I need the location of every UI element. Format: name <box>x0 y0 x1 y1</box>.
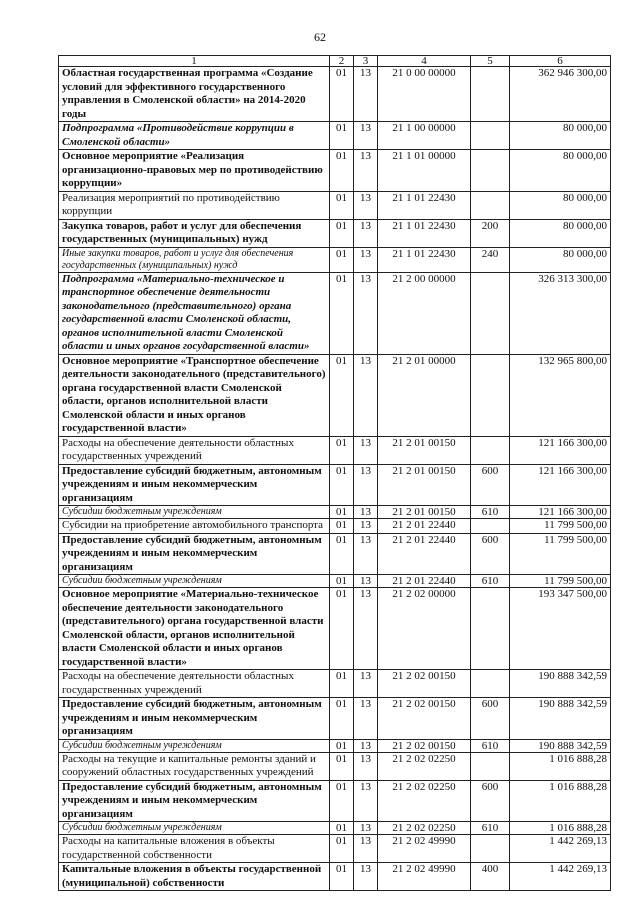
section-code-cell: 01 <box>330 354 354 436</box>
table-row <box>59 506 611 519</box>
amount-cell: 11 799 500,00 <box>510 575 611 588</box>
target-article-cell: 21 2 02 02250 <box>378 822 471 835</box>
target-article-cell: 21 2 01 00000 <box>378 354 471 436</box>
table-row <box>59 780 611 822</box>
row-name-cell: Расходы на обеспечение деятельности областных государственных учреждений <box>59 436 330 464</box>
expense-type-cell <box>471 835 510 863</box>
amount-cell: 11 799 500,00 <box>510 533 611 575</box>
target-article-cell: 21 0 00 00000 <box>378 67 471 122</box>
expense-type-cell: 600 <box>471 780 510 822</box>
target-article-cell: 21 1 01 22430 <box>378 247 471 272</box>
row-name-cell: Основное мероприятие «Материально-техническое обеспечение деятельности законодательного (представительного) органа государственной власти Смоленской области, органов исполнительной власти Смоленской области и иных органов государственной власти» <box>59 588 330 670</box>
expense-type-cell: 610 <box>471 506 510 519</box>
target-article-cell: 21 2 02 00000 <box>378 588 471 670</box>
amount-cell: 193 347 500,00 <box>510 588 611 670</box>
section-code-cell: 01 <box>330 219 354 247</box>
table-row <box>59 464 611 506</box>
section-code-cell: 01 <box>330 739 354 752</box>
row-name-cell: Предоставление субсидий бюджетным, автономным учреждениям и иным некоммерческим организациям <box>59 533 330 575</box>
table-row <box>59 739 611 752</box>
subsection-code-cell: 13 <box>354 575 378 588</box>
amount-cell: 1 442 269,13 <box>510 835 611 863</box>
section-code-cell: 01 <box>330 191 354 219</box>
row-name-cell: Реализация мероприятий по противодействию коррупции <box>59 191 330 219</box>
table-row <box>59 533 611 575</box>
target-article-cell: 21 2 01 22440 <box>378 575 471 588</box>
section-code-cell: 01 <box>330 780 354 822</box>
subsection-code-cell: 13 <box>354 247 378 272</box>
section-code-cell: 01 <box>330 698 354 740</box>
target-article-cell: 21 2 00 00000 <box>378 272 471 354</box>
target-article-cell: 21 2 01 00150 <box>378 464 471 506</box>
subsection-code-cell: 13 <box>354 670 378 698</box>
table-row <box>59 575 611 588</box>
target-article-cell: 21 2 02 02250 <box>378 752 471 780</box>
expense-type-cell: 610 <box>471 822 510 835</box>
section-code-cell: 01 <box>330 519 354 534</box>
section-code-cell: 01 <box>330 464 354 506</box>
table-row <box>59 752 611 780</box>
section-code-cell: 01 <box>330 670 354 698</box>
row-name-cell: Предоставление субсидий бюджетным, автономным учреждениям и иным некоммерческим организациям <box>59 698 330 740</box>
section-code-cell: 01 <box>330 122 354 150</box>
table-row <box>59 191 611 219</box>
subsection-code-cell: 13 <box>354 219 378 247</box>
amount-cell: 190 888 342,59 <box>510 739 611 752</box>
row-name-cell: Субсидии бюджетным учреждениям <box>59 575 330 588</box>
target-article-cell: 21 1 00 00000 <box>378 122 471 150</box>
table-row <box>59 354 611 436</box>
row-name-cell: Субсидии бюджетным учреждениям <box>59 506 330 519</box>
row-name-cell: Подпрограмма «Материально-техническое и транспортное обеспечение деятельности законодательного (представительного) органа государственной власти Смоленской области, органов исполнительной власти Смоленской области и иных органов государственной власти» <box>59 272 330 354</box>
subsection-code-cell: 13 <box>354 122 378 150</box>
section-code-cell: 01 <box>330 863 354 891</box>
subsection-code-cell: 13 <box>354 739 378 752</box>
row-name-cell: Субсидии на приобретение автомобильного транспорта <box>59 519 330 534</box>
subsection-code-cell: 13 <box>354 191 378 219</box>
amount-cell: 80 000,00 <box>510 191 611 219</box>
expense-type-cell <box>471 354 510 436</box>
row-name-cell: Предоставление субсидий бюджетным, автономным учреждениям и иным некоммерческим организациям <box>59 780 330 822</box>
subsection-code-cell: 13 <box>354 506 378 519</box>
expense-type-cell <box>471 670 510 698</box>
table-row <box>59 247 611 272</box>
subsection-code-cell: 13 <box>354 150 378 192</box>
amount-cell: 190 888 342,59 <box>510 698 611 740</box>
amount-cell: 362 946 300,00 <box>510 67 611 122</box>
section-code-cell: 01 <box>330 588 354 670</box>
row-name-cell: Субсидии бюджетным учреждениям <box>59 822 330 835</box>
table-row <box>59 519 611 534</box>
expense-type-cell <box>471 519 510 534</box>
target-article-cell: 21 2 02 00150 <box>378 739 471 752</box>
amount-cell: 326 313 300,00 <box>510 272 611 354</box>
table-row <box>59 219 611 247</box>
expense-type-cell: 240 <box>471 247 510 272</box>
target-article-cell: 21 2 02 49990 <box>378 863 471 891</box>
expense-type-cell <box>471 191 510 219</box>
table-row <box>59 863 611 891</box>
subsection-code-cell: 13 <box>354 698 378 740</box>
subsection-code-cell: 13 <box>354 519 378 534</box>
section-code-cell: 01 <box>330 150 354 192</box>
target-article-cell: 21 2 02 49990 <box>378 835 471 863</box>
header-col-3: 3 <box>354 56 378 67</box>
target-article-cell: 21 2 02 00150 <box>378 698 471 740</box>
subsection-code-cell: 13 <box>354 752 378 780</box>
header-col-6: 6 <box>510 56 611 67</box>
section-code-cell: 01 <box>330 506 354 519</box>
row-name-cell: Предоставление субсидий бюджетным, автономным учреждениям и иным некоммерческим организациям <box>59 464 330 506</box>
expense-type-cell <box>471 150 510 192</box>
table-row <box>59 822 611 835</box>
header-col-1: 1 <box>59 56 330 67</box>
subsection-code-cell: 13 <box>354 67 378 122</box>
amount-cell: 121 166 300,00 <box>510 436 611 464</box>
amount-cell: 121 166 300,00 <box>510 464 611 506</box>
table-row <box>59 670 611 698</box>
target-article-cell: 21 2 02 00150 <box>378 670 471 698</box>
subsection-code-cell: 13 <box>354 863 378 891</box>
row-name-cell: Основное мероприятие «Транспортное обеспечение деятельности законодательного (представительного) органа государственной власти Смоленской области, органов исполнительной власти Смоленской области и иных органов государственной власти» <box>59 354 330 436</box>
subsection-code-cell: 13 <box>354 272 378 354</box>
amount-cell: 1 442 269,13 <box>510 863 611 891</box>
expense-type-cell <box>471 436 510 464</box>
row-name-cell: Расходы на обеспечение деятельности областных государственных учреждений <box>59 670 330 698</box>
amount-cell: 1 016 888,28 <box>510 752 611 780</box>
table-row <box>59 122 611 150</box>
target-article-cell: 21 1 01 00000 <box>378 150 471 192</box>
expense-type-cell <box>471 67 510 122</box>
target-article-cell: 21 2 01 00150 <box>378 436 471 464</box>
amount-cell: 80 000,00 <box>510 122 611 150</box>
expense-type-cell <box>471 752 510 780</box>
target-article-cell: 21 2 01 22440 <box>378 533 471 575</box>
table-row <box>59 588 611 670</box>
target-article-cell: 21 2 02 02250 <box>378 780 471 822</box>
amount-cell: 121 166 300,00 <box>510 506 611 519</box>
subsection-code-cell: 13 <box>354 464 378 506</box>
section-code-cell: 01 <box>330 436 354 464</box>
subsection-code-cell: 13 <box>354 822 378 835</box>
subsection-code-cell: 13 <box>354 780 378 822</box>
subsection-code-cell: 13 <box>354 354 378 436</box>
subsection-code-cell: 13 <box>354 436 378 464</box>
row-name-cell: Областная государственная программа «Создание условий для эффективного государственного управления в Смоленской области» на 2014-2020 годы <box>59 67 330 122</box>
target-article-cell: 21 2 01 22440 <box>378 519 471 534</box>
target-article-cell: 21 2 01 00150 <box>378 506 471 519</box>
section-code-cell: 01 <box>330 575 354 588</box>
row-name-cell: Закупка товаров, работ и услуг для обеспечения государственных (муниципальных) нужд <box>59 219 330 247</box>
table-row <box>59 698 611 740</box>
section-code-cell: 01 <box>330 835 354 863</box>
expense-type-cell: 600 <box>471 533 510 575</box>
amount-cell: 1 016 888,28 <box>510 822 611 835</box>
subsection-code-cell: 13 <box>354 588 378 670</box>
amount-cell: 1 016 888,28 <box>510 780 611 822</box>
subsection-code-cell: 13 <box>354 835 378 863</box>
amount-cell: 11 799 500,00 <box>510 519 611 534</box>
target-article-cell: 21 1 01 22430 <box>378 219 471 247</box>
header-col-2: 2 <box>330 56 354 67</box>
table-row <box>59 835 611 863</box>
section-code-cell: 01 <box>330 752 354 780</box>
expense-type-cell: 610 <box>471 575 510 588</box>
amount-cell: 132 965 800,00 <box>510 354 611 436</box>
row-name-cell: Капитальные вложения в объекты государственной (муниципальной) собственности <box>59 863 330 891</box>
table-row <box>59 67 611 122</box>
expense-type-cell <box>471 588 510 670</box>
row-name-cell: Расходы на капитальные вложения в объекты государственной собственности <box>59 835 330 863</box>
amount-cell: 190 888 342,59 <box>510 670 611 698</box>
expense-type-cell: 400 <box>471 863 510 891</box>
table-header-row <box>59 56 611 67</box>
row-name-cell: Расходы на текущие и капитальные ремонты зданий и сооружений областных государственных учреждений <box>59 752 330 780</box>
expense-type-cell <box>471 272 510 354</box>
page-number: 62 <box>314 30 326 44</box>
table-row <box>59 272 611 354</box>
expense-type-cell: 600 <box>471 464 510 506</box>
target-article-cell: 21 1 01 22430 <box>378 191 471 219</box>
amount-cell: 80 000,00 <box>510 150 611 192</box>
section-code-cell: 01 <box>330 533 354 575</box>
section-code-cell: 01 <box>330 822 354 835</box>
section-code-cell: 01 <box>330 247 354 272</box>
row-name-cell: Подпрограмма «Противодействие коррупции в Смоленской области» <box>59 122 330 150</box>
subsection-code-cell: 13 <box>354 533 378 575</box>
section-code-cell: 01 <box>330 272 354 354</box>
budget-table <box>58 55 611 891</box>
row-name-cell: Основное мероприятие «Реализация организационно-правовых мер по противодействию коррупции» <box>59 150 330 192</box>
row-name-cell: Иные закупки товаров, работ и услуг для обеспечения государственных (муниципальных) нужд <box>59 247 330 272</box>
header-col-5: 5 <box>471 56 510 67</box>
amount-cell: 80 000,00 <box>510 219 611 247</box>
table-row <box>59 150 611 192</box>
expense-type-cell <box>471 122 510 150</box>
expense-type-cell: 200 <box>471 219 510 247</box>
section-code-cell: 01 <box>330 67 354 122</box>
expense-type-cell: 600 <box>471 698 510 740</box>
expense-type-cell: 610 <box>471 739 510 752</box>
header-col-4: 4 <box>378 56 471 67</box>
amount-cell: 80 000,00 <box>510 247 611 272</box>
row-name-cell: Субсидии бюджетным учреждениям <box>59 739 330 752</box>
table-row <box>59 436 611 464</box>
